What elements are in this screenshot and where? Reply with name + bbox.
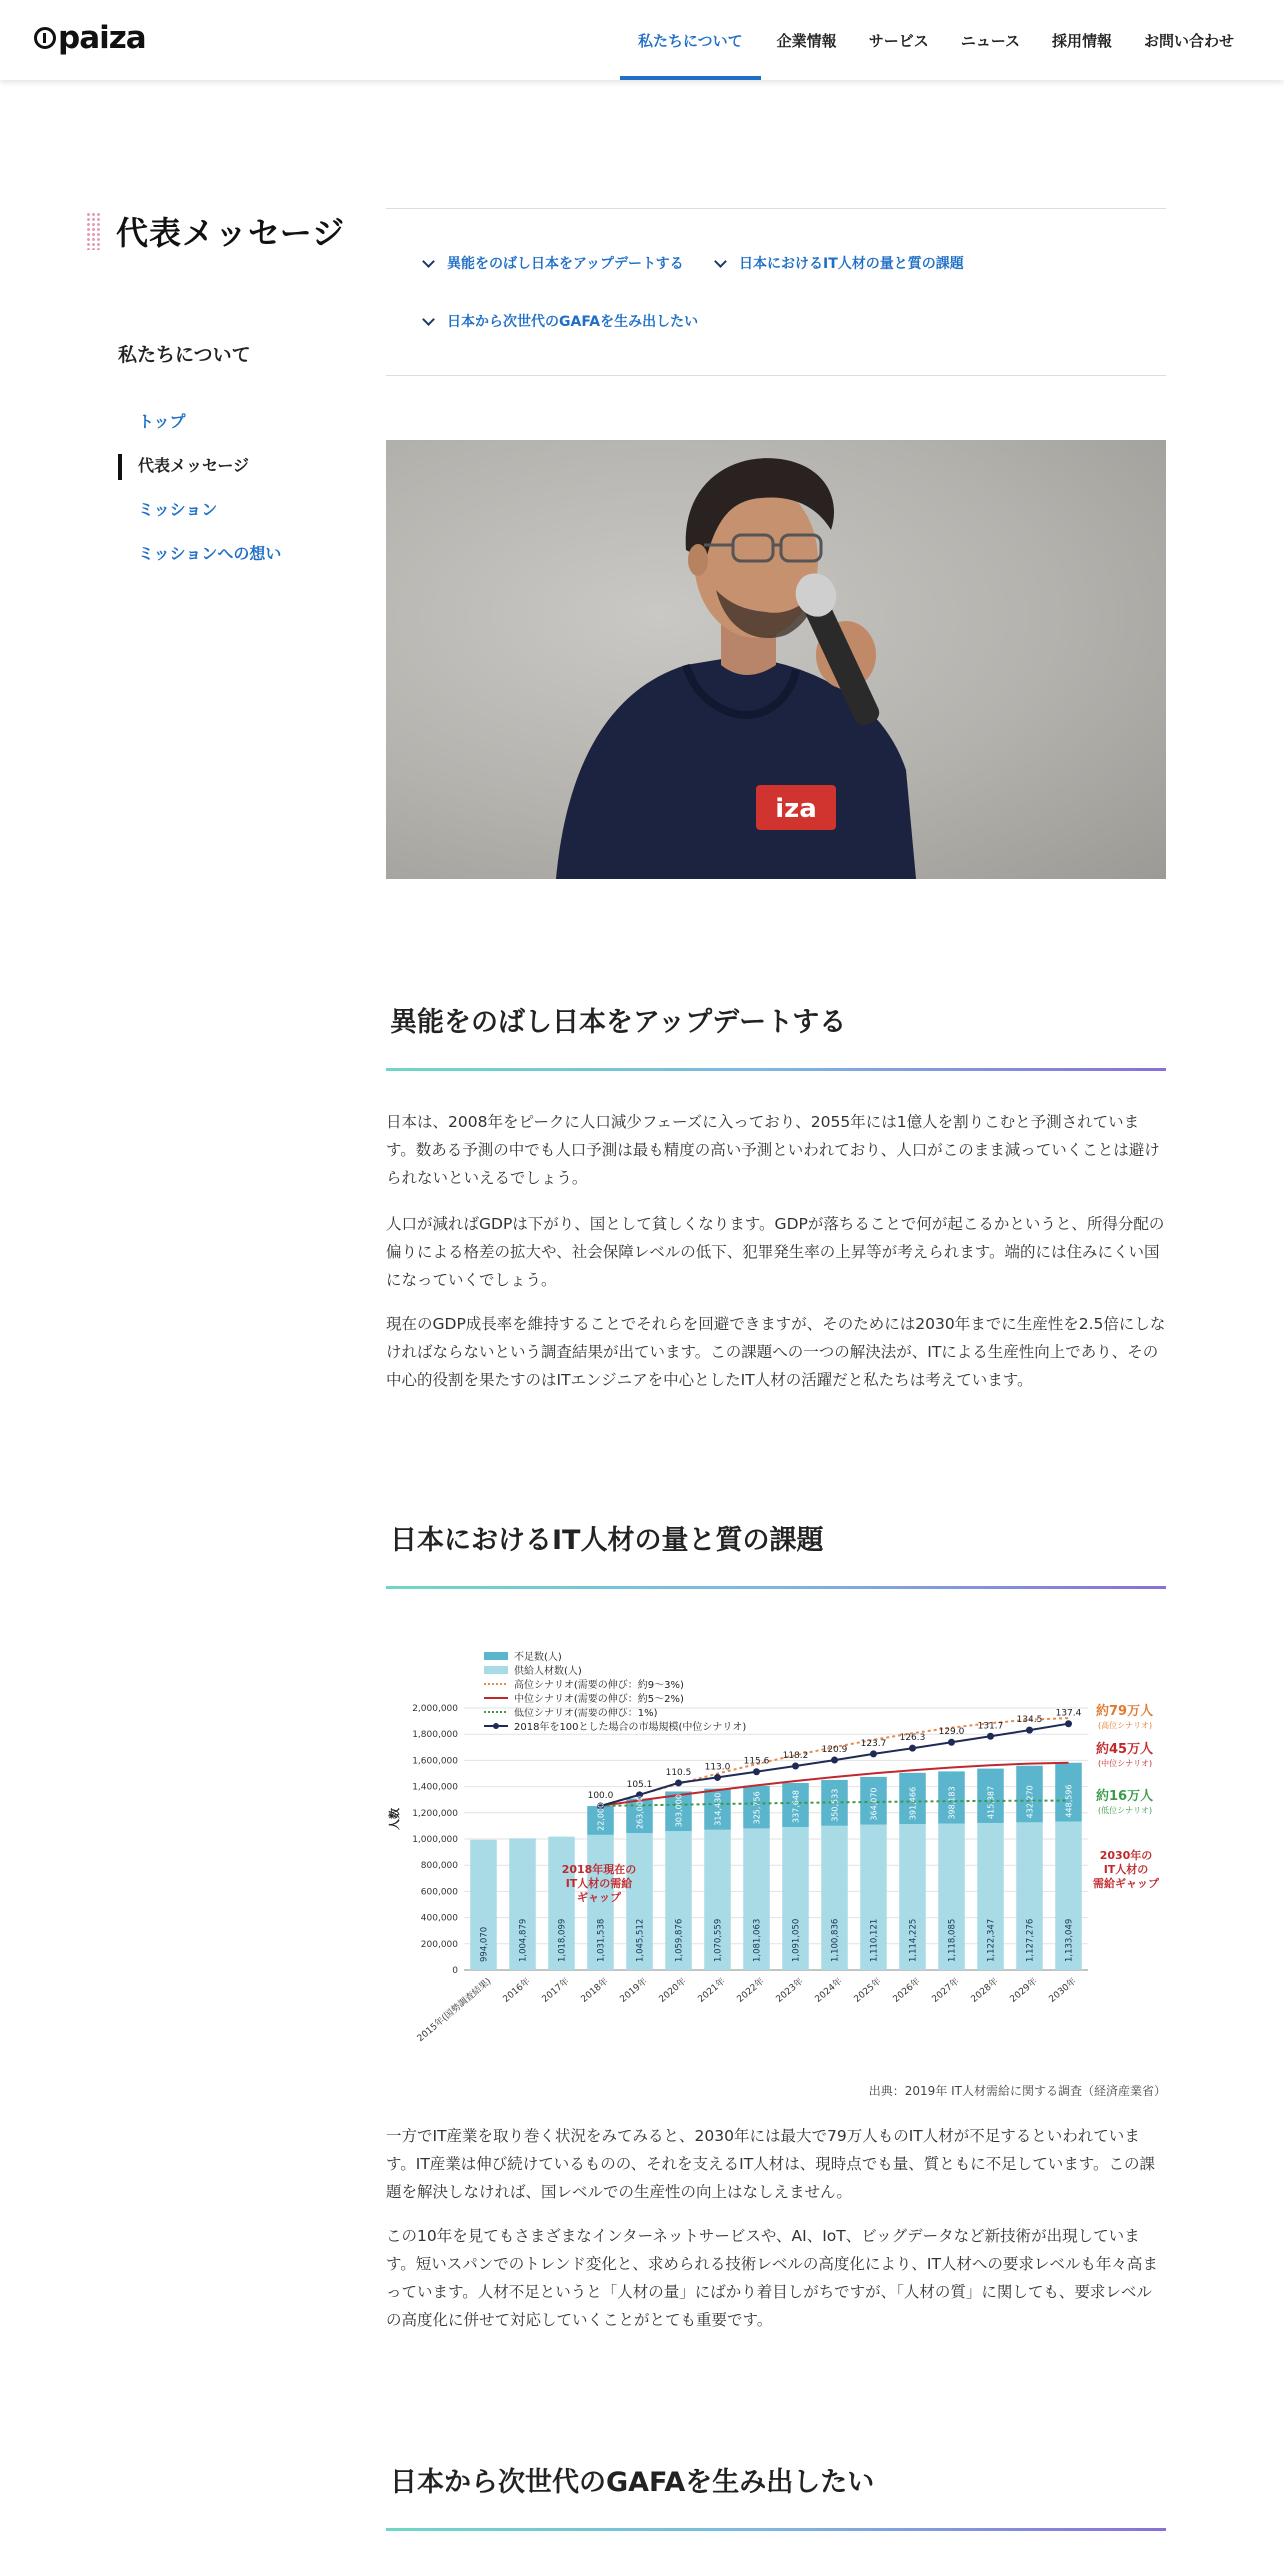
paragraph: 現在のGDP成長率を維持することでそれらを回避できますが、そのためには2030年までに生産性を2.5倍にしなければならないという調査結果が出ています。この課題への一つの解決法が、ITによる生産性向上であり、その中心的役割を果たすのはITエンジニアを中心としたIT人材の活躍だと私たちは考えています。 [386,1315,1166,1389]
x-tick-label: 2020年 [657,1976,689,2005]
y-tick-label: 1,600,000 [412,1756,458,1767]
y-tick-label: 600,000 [420,1887,458,1898]
bar-label-supply: 994,070 [479,1926,490,1962]
market-size-point [987,1733,994,1740]
bar-label-shortage: 391,466 [908,1786,918,1821]
bar-label-shortage: 314,430 [713,1792,723,1826]
bar-label-shortage: 303,000 [674,1794,684,1828]
annotation-gap-2018: ギャップ [577,1891,621,1904]
bar-label-shortage: 263,000 [635,1795,645,1830]
toc-link-1[interactable] [424,253,684,273]
bar-label-supply: 1,018,099 [557,1918,568,1962]
toc-link-label: 日本におけるIT人材の量と質の課題 [739,256,964,272]
x-tick-label: 2019年 [618,1976,650,2005]
market-size-label: 118.2 [782,1750,809,1761]
paiza-logo[interactable] [34,20,146,56]
annotation-gap-2030: 需給ギャップ [1093,1877,1159,1890]
market-size-point [675,1779,682,1786]
section-divider [386,2528,1166,2531]
market-size-point [714,1774,721,1781]
svg-text:iza: iza [775,794,817,824]
chart-svg [386,1640,1166,2060]
section-heading: 日本におけるIT人材の量と質の課題 [390,1525,824,1556]
global-nav [620,0,1284,80]
legend-label: 高位シナリオ(需要の伸び：約9～3%) [514,1680,684,1691]
annotation-high-sub: (高位シナリオ) [1098,1721,1153,1730]
annotation-gap-2018: IT人材の需給 [565,1877,633,1890]
market-size-point [870,1750,877,1757]
nav-company[interactable]: 企業情報 [776,31,837,50]
y-tick-label: 1,800,000 [412,1730,458,1741]
market-size-point [1065,1720,1072,1727]
bar-label-shortage: 398,183 [947,1786,957,1820]
x-tick-label: 2029年 [1008,1976,1040,2005]
toc-link-label: 異能をのばし日本をアップデートする [447,256,684,272]
x-tick-label: 2021年 [696,1976,728,2005]
market-size-label: 123.7 [860,1738,887,1749]
x-tick-label: 2015年(国勢調査結果) [415,1976,494,2045]
x-tick-label: 2016年 [501,1976,533,2005]
x-tick-label: 2028年 [969,1976,1001,2005]
bar-label-supply: 1,059,876 [674,1918,685,1962]
market-size-point [909,1745,916,1752]
bar-label-supply: 1,091,050 [791,1918,802,1962]
paragraph: 日本は、2008年をピークに人口減少フェーズに入っており、2055年には1億人を割りこむと予測されています。数ある予測の中でも人口予測は最も精度の高い予測といわれており、人口がこのまま減っていくことは避けられないといえるでしょう。 [386,1113,1160,1187]
market-size-label: 129.0 [938,1727,965,1738]
chevron-down-icon [714,255,727,268]
bar-label-supply: 1,045,512 [635,1918,646,1962]
y-tick-label: 0 [452,1966,458,1976]
y-tick-label: 800,000 [420,1861,458,1872]
market-size-label: 137.4 [1055,1708,1082,1719]
nav-news[interactable]: ニュース [960,31,1020,50]
chevron-down-icon [422,255,435,268]
bar-label-shortage: 415,387 [986,1785,996,1819]
bar-label-supply: 1,110,121 [869,1918,880,1962]
legend-label: 中位シナリオ(需要の伸び：約5～2%) [514,1694,684,1705]
chevron-down-icon [422,313,435,326]
x-tick-label: 2025年 [852,1976,884,2005]
paragraph: この10年を見てもさまざまなインターネットサービスや、AI、IoT、ビッグデータなど新技術が出現しています。短いスパンでのトレンド変化と、求められる技術レベルの高度化により、IT人材への要求レベルも年々高まっています。人材不足というと「人材の量」にばかり着目しがちですが、「人材の質」に関しても、要求レベルの高度化に併せて対応していくことがとても重要です。 [386,2227,1158,2329]
sidebar-item-top[interactable]: トップ [138,412,186,431]
x-tick-label: 2017年 [540,1976,572,2005]
x-tick-label: 2022年 [735,1976,767,2005]
x-tick-label: 2023年 [774,1976,806,2005]
market-size-label: 126.3 [899,1733,926,1744]
paiza-logo-icon [34,27,56,49]
site-header [0,0,1284,80]
bar-label-shortage: 350,533 [830,1788,840,1822]
market-size-point [1026,1727,1033,1734]
y-axis-label: 人数 [388,1808,401,1830]
nav-services[interactable]: サービス [868,31,929,50]
sidebar-item-mission[interactable]: ミッション [138,500,218,519]
market-size-label: 115.6 [743,1756,770,1767]
page-title: 代表メッセージ [116,214,346,252]
y-tick-label: 1,000,000 [412,1835,458,1845]
bar-label-supply: 1,081,063 [752,1918,763,1962]
chart-legend [484,1650,746,1733]
bar-label-shortage: 448,596 [1064,1784,1074,1818]
bar-label-supply: 1,114,225 [908,1918,919,1962]
y-tick-label: 1,200,000 [412,1808,458,1819]
legend-label: 低位シナリオ(需要の伸び：1%) [514,1708,658,1719]
bar-label-shortage: 22,000 [596,1802,606,1831]
paragraph: 一方でIT産業を取り巻く状況をみてみると、2030年には最大で79万人ものIT人材が不足するといわれています。IT産業は伸び続けているものの、それを支えるIT人材は、現時点でも量、質ともに不足しています。この課題を解決しなければ、国レベルでの生産性の向上はなしえません。 [386,2127,1155,2201]
y-tick-label: 1,400,000 [412,1782,458,1793]
bar-label-shortage: 325,756 [752,1791,762,1825]
nav-about[interactable]: 私たちについて [620,0,761,80]
bar-label-supply: 1,031,538 [596,1918,607,1962]
market-size-point [831,1757,838,1764]
market-size-label: 134.5 [1016,1715,1043,1726]
market-size-point [948,1739,955,1746]
legend-swatch-supply [484,1666,508,1674]
table-of-contents [386,208,1166,376]
bar-label-supply: 1,122,347 [986,1918,997,1962]
nav-contact[interactable]: お問い合わせ [1143,31,1234,50]
market-size-label: 120.9 [821,1745,848,1756]
annotation-gap-2030: IT人材の [1103,1863,1149,1876]
market-size-label: 131.7 [977,1721,1004,1732]
annotation-low-sub: (低位シナリオ) [1098,1806,1153,1815]
dot-pattern-decoration [86,212,102,250]
legend-swatch-shortage [484,1652,508,1660]
bar-label-supply: 1,070,559 [713,1918,724,1962]
legend-swatch-market-dot [493,1723,499,1729]
bar-label-shortage: 364,070 [869,1787,879,1821]
sidebar-menu [118,400,281,576]
toc-link-3[interactable] [424,311,698,331]
bar-label-supply: 1,118,085 [947,1918,958,1962]
x-tick-label: 2027年 [930,1976,962,2005]
page-title-block [86,208,345,254]
x-tick-label: 2026年 [891,1976,923,2005]
section-heading: 日本から次世代のGAFAを生み出したい [390,2467,875,2498]
y-tick-label: 400,000 [420,1913,458,1924]
market-size-label: 100.0 [587,1791,614,1802]
ceo-photo-illustration [386,440,1166,879]
bar-label-supply: 1,127,276 [1025,1918,1036,1962]
bar-label-supply: 1,133,049 [1064,1918,1075,1962]
legend-label: 2018年を100とした場合の市場規模(中位シナリオ) [514,1722,747,1733]
ceo-photo [386,440,1166,879]
market-size-point [753,1768,760,1775]
x-tick-label: 2030年 [1047,1976,1079,2005]
annotation-gap-2018: 2018年現在の [561,1863,637,1876]
sidebar-heading: 私たちについて [118,344,251,366]
market-size-label: 110.5 [665,1767,692,1778]
bar-label-supply: 1,100,836 [830,1918,841,1962]
section-divider [386,1586,1166,1589]
annotation-low: 約16万人 [1096,1789,1154,1804]
section-divider [386,1068,1166,1071]
nav-recruit[interactable]: 採用情報 [1051,31,1112,50]
market-size-label: 113.0 [704,1762,731,1773]
y-tick-label: 200,000 [420,1939,458,1950]
x-tick-label: 2018年 [579,1976,611,2005]
logo-text: paiza [58,20,146,56]
bar-label-shortage: 432,270 [1025,1785,1035,1819]
annotation-high: 約79万人 [1096,1704,1154,1719]
section-heading: 異能をのばし日本をアップデートする [390,1007,847,1038]
legend-label: 不足数(人) [514,1652,562,1663]
annotation-mid: 約45万人 [1096,1742,1154,1757]
bar-label-supply: 1,004,879 [518,1918,529,1962]
y-tick-label: 2,000,000 [412,1704,458,1714]
it-talent-supply-demand-chart [386,1640,1166,2060]
legend-label: 供給人材数(人) [514,1666,582,1677]
annotation-gap-2030: 2030年の [1099,1849,1153,1862]
market-size-label: 105.1 [626,1779,653,1790]
toc-link-2[interactable] [716,253,964,273]
annotation-mid-sub: (中位シナリオ) [1098,1759,1153,1768]
toc-link-label: 日本から次世代のGAFAを生み出したい [447,314,699,330]
sidebar-item-message[interactable]: 代表メッセージ [118,444,281,488]
bar-label-shortage: 337,648 [791,1789,801,1824]
sidebar-item-mission-thoughts[interactable]: ミッションへの想い [138,544,282,563]
chart-source: 出典：2019年 IT人材需給に関する調査（経済産業省） [868,2084,1166,2098]
paragraph: 人口が減ればGDPは下がり、国として貧しくなります。GDPが落ちることで何が起こるかというと、所得分配の偏りによる格差の拡大や、社会保障レベルの低下、犯罪発生率の上昇等が考えられます。端的には住みにくい国になっていくでしょう。 [386,1215,1165,1289]
x-tick-label: 2024年 [813,1976,845,2005]
market-size-point [792,1762,799,1769]
